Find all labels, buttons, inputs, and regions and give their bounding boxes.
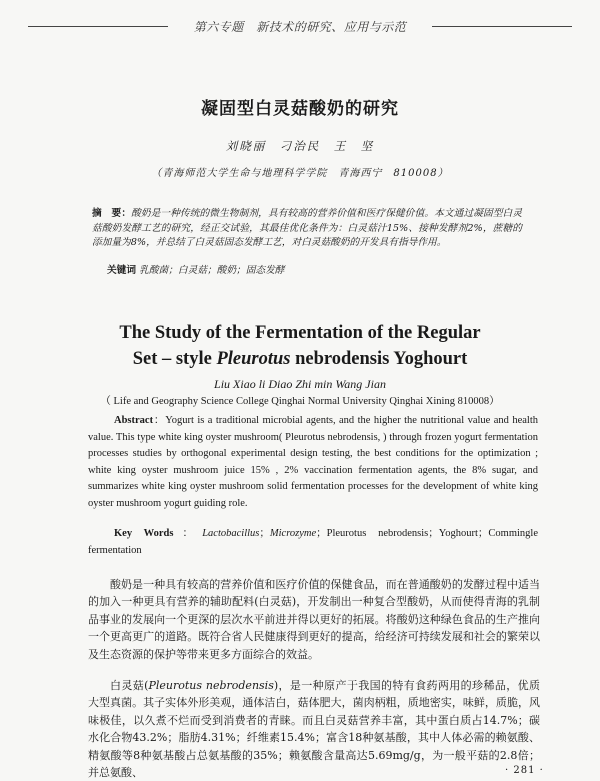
article-title-en-line2: [0, 349, 600, 370]
keywords-en-part: ：: [173, 528, 203, 539]
running-header: [0, 15, 600, 37]
abstract-en: [88, 413, 538, 512]
keywords-cn-text: 乳酸菌；白灵菇；酸奶；固态发酵: [139, 265, 285, 276]
header-rule-right: [432, 26, 572, 27]
header-rule-left: [28, 26, 168, 27]
abstract-cn-text: 酸奶是一种传统的微生物制剂，具有较高的营养价值和医疗保健价值。本文通过凝固型白灵菇酸奶发酵工艺的研究，经正交试验，其最佳优化条件为：白灵菇汁15%、接种发酵剂2%，蔗糖的添加量为8%，并总结了白灵菇固态发酵工艺，对白灵菇酸奶的开发具有指导作用。: [92, 208, 523, 248]
article-title-cn: 凝固型白灵菇酸奶的研究: [201, 99, 399, 119]
body-paragraph: 酸奶是一种具有较高的营养价值和医疗价值的保健食品，而在普通酸奶的发酵过程中适当的加入一种更具有营养的辅助配料(白灵菇)，开发制出一种复合型酸奶，从而使得青海的乳制品事业的发展向一个更深的层次水平前进并得以更好的拓展。将酸奶这种绿色食品的生产推向一个更高更广的道路。既符合省人民健康得到更好的提高，给经济可持续发展和社会的繁荣以及生态资源的保护等带来更多方面综合的效益。: [88, 578, 540, 661]
authors-cn: 刘晓丽 刁治民 王 坚: [225, 139, 375, 153]
body-latin-name: Pleurotus nebrodensis: [148, 679, 274, 692]
article-title-en-line1: The Study of the Fermentation of the Regular: [119, 323, 481, 343]
header-section-title: 第六专题 新技术的研究、应用与示范: [193, 20, 407, 34]
page-number: · 281 ·: [505, 765, 544, 776]
affiliation-en: （ Life and Geography Science College Qinghai Normal University Qinghai Xining 810008）: [100, 396, 500, 407]
keywords-en-part: ；: [259, 528, 270, 539]
keywords-en: [88, 526, 538, 559]
authors-en: Liu Xiao li Diao Zhi min Wang Jian: [214, 377, 386, 391]
body-paragraph: [88, 677, 540, 781]
affiliation-cn: （青海师范大学生命与地理科学学院 青海西宁 810008）: [151, 168, 449, 179]
title-en-part: nebrodensis Yoghourt: [290, 349, 468, 369]
abstract-cn: [92, 207, 522, 251]
title-en-genus: Pleurotus: [216, 349, 291, 369]
keywords-en-label: Key Words: [114, 528, 174, 539]
keywords-cn: [107, 262, 527, 276]
keywords-cn-label: 关键词: [107, 265, 137, 276]
abstract-en-label: Abstract: [114, 415, 154, 426]
abstract-cn-label: 摘 要：: [92, 208, 132, 219]
abstract-en-text: ：Yogurt is a traditional microbial agents, and the higher the nutritional value and health value. This type white king oyster mushroom( Pleurotus nebrodensis, ) through frozen yogurt fermentation processes studies by orthogonal experimental design testing, the best conditions for the optimization ; white king oyster mushroom juice 15% , 2% vaccination fermentation agents, the 8% sugar, and summarizes white king oyster mushroom solid fermentation processes for the development of white king oyster mushroom yogurt guiding role.: [88, 415, 538, 509]
body-text: )，是一种原产于我国的特有食药两用的珍稀品，优质大型真菌。其子实体外形美观，通体洁白，菇体肥大，菌肉柄粗，质地密实，味鲜，质脆，风味极佳，以久煮不烂而受到消费者的青睐。而且白灵菇营养丰富，其中蛋白质占14.7%；碳水化合物43.2%；脂肪4.31%；纤维素15.4%；富含18种氨基酸，其中人体必需的赖氨酸、精氨酸等8种氨基酸占总氨基酸的35%；赖氨酸含量高达5.69mg/g，为一般平菇的2.8倍；并总氨酸、: [88, 679, 540, 780]
keywords-en-part: ；Pleurotus nebrodensis；Yoghourt；Commingle fermentation: [88, 528, 539, 556]
keywords-en-italic: Microzyme: [269, 528, 317, 539]
keywords-en-italic: Lactobacillus: [202, 528, 260, 539]
body-text: 白灵菇(: [110, 679, 149, 692]
title-en-part: Set – style: [132, 349, 217, 369]
